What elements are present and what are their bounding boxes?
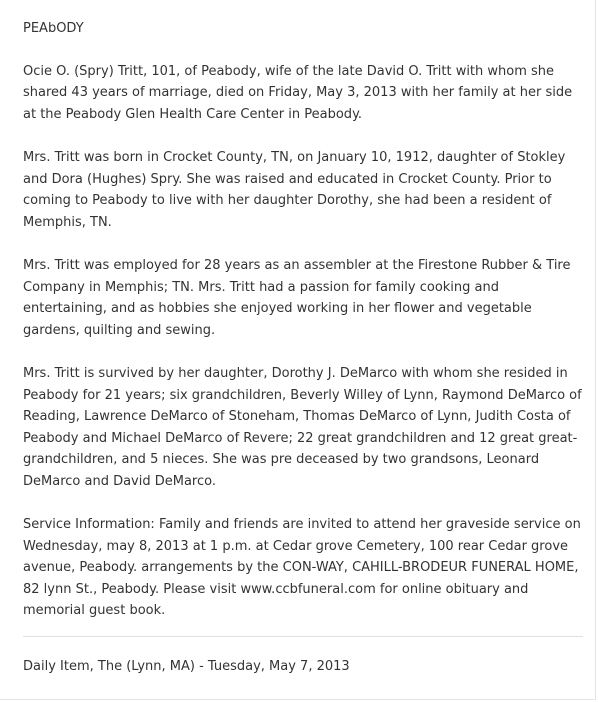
divider	[23, 636, 583, 637]
source-citation: Daily Item, The (Lynn, MA) - Tuesday, May 7, 2013	[23, 659, 350, 674]
paragraph-employment: Mrs. Tritt was employed for 28 years as an assembler at the Firestone Rubber & Tire Company in Memphis; TN. Mrs. Tritt had a passion for family cooking and entertaining, and as hobbies she enjoyed working in her flower and vegetable gardens, quilting and sewing.	[23, 258, 571, 338]
location-heading: PEAbODY	[23, 21, 84, 36]
paragraph-service-information: Service Information: Family and friends are invited to attend her graveside service on Wednesday, may 8, 2013 at 1 p.m. at Cedar grove Cemetery, 100 rear Cedar grove avenue, Peabody. arrangements by the CON-WAY, CAHILL-BRODEUR FUNERAL HOME, 82 lynn St., Peabody. Please visit www.ccbfuneral.com for online obituary and memorial guest book.	[23, 517, 581, 618]
paragraph-survivors: Mrs. Tritt is survived by her daughter, Dorothy J. DeMarco with whom she resided in Peabody for 21 years; six grandchildren, Beverly Willey of Lynn, Raymond DeMarco of Reading, Lawrence DeMarco of Stoneham, Thomas DeMarco of Lynn, Judith Costa of Peabody and Michael DeMarco of Revere; 22 great grandchildren and 12 great great-grandchildren, and 5 nieces. She was pre deceased by two grandsons, Leonard DeMarco and David DeMarco.	[23, 366, 582, 489]
paragraph-intro: Ocie O. (Spry) Tritt, 101, of Peabody, wife of the late David O. Tritt with whom she shared 43 years of marriage, died on Friday, May 3, 2013 with her family at her side at the Peabody Glen Health Care Center in Peabody.	[23, 63, 573, 122]
paragraph-birth: Mrs. Tritt was born in Crocket County, TN, on January 10, 1912, daughter of Stokley and Dora (Hughes) Spry. She was raised and educated in Crocket County. Prior to coming to Peabody to live with her daughter Dorothy, she had been a resident of Memphis, TN.	[23, 150, 566, 230]
obituary-article	[23, 18, 583, 644]
